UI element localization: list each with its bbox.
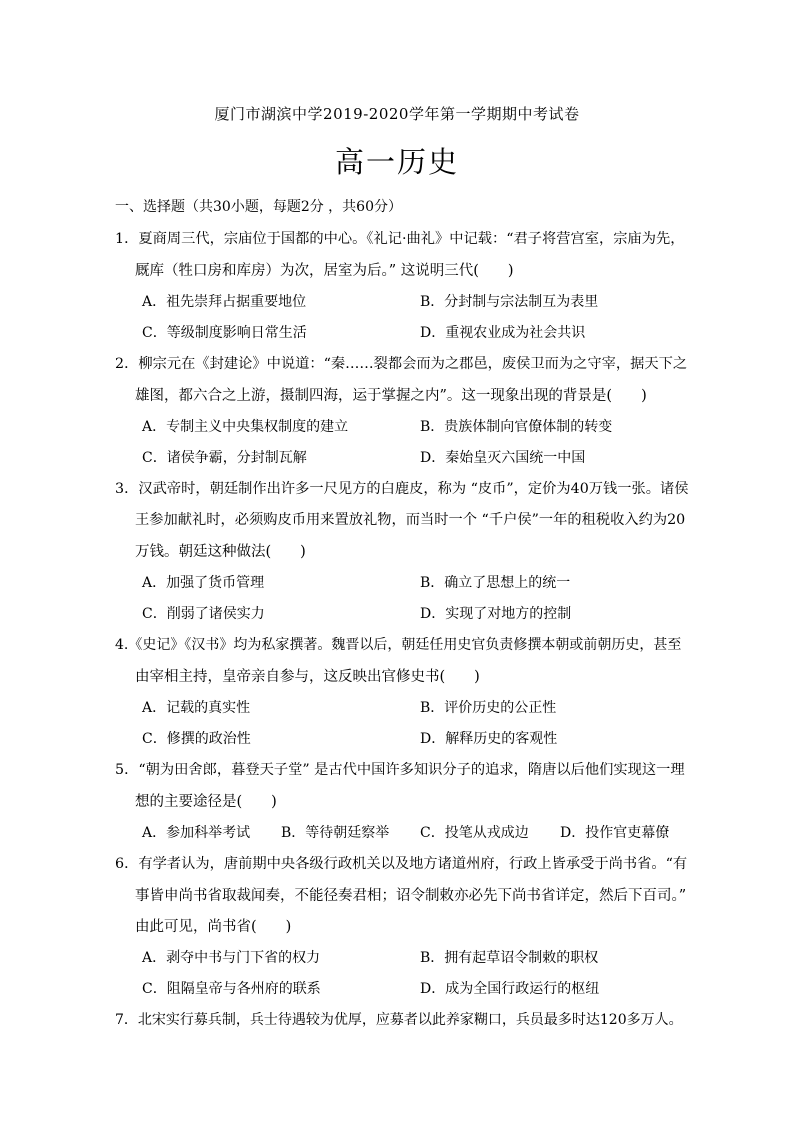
question-2-option-d: D．秦始皇灭六国统一中国 — [420, 450, 586, 466]
question-5-option-c: C．投笔从戎成边 — [420, 825, 529, 841]
question-2-line-2: 雄图，都六合之上游，摄制四海，运于掌握之内”。这一现象出现的背景是( ) — [135, 388, 647, 404]
page-title: 高一历史 — [334, 145, 459, 179]
question-5-option-d: D．投作官吏幕僚 — [560, 825, 670, 841]
question-1-option-c: C．等级制度影响日常生活 — [142, 325, 307, 341]
question-6-line-2: 事皆申尚书省取裁闻奏，不能径奏君相；诏令制敕亦必先下尚书省详定，然后下百司。” — [135, 888, 687, 904]
question-3-option-b: B．确立了思想上的统一 — [420, 575, 571, 591]
question-3-line-2: 王参加献礼时，必须购皮币用来置放礼物，而当时一个 “千户侯”一年的租税收入约为20 — [135, 512, 686, 528]
question-6-line-3: 由此可见，尚书省( ) — [135, 919, 292, 935]
question-4-option-c: C．修撰的政治性 — [142, 731, 251, 747]
question-6-option-a: A．剥夺中书与门下省的权力 — [142, 950, 321, 966]
question-5-option-b: B．等待朝廷察举 — [281, 825, 390, 841]
question-7-line-1: 7．北宋实行募兵制，兵士待遇较为优厚，应募者以此养家糊口，兵员最多时达120多万人。 — [115, 1012, 683, 1028]
question-6-option-b: B．拥有起草诏令制敕的职权 — [420, 950, 599, 966]
question-4-option-b: B．评价历史的公正性 — [420, 700, 557, 716]
question-1-line-2: 厩库（牲口房和库房）为次，居室为后。” 这说明三代( ) — [135, 263, 514, 279]
question-6-line-1: 6．有学者认为，唐前期中央各级行政机关以及地方诸道州府，行政上皆承受于尚书省。“有 — [115, 856, 688, 872]
question-4-line-2: 由宰相主持，皇帝亲自参与，这反映出官修史书( ) — [135, 669, 480, 685]
question-6-option-d: D．成为全国行政运行的枢纽 — [420, 981, 600, 997]
question-3-option-a: A．加强了货币管理 — [142, 575, 265, 591]
question-3-option-d: D．实现了对地方的控制 — [420, 606, 572, 622]
question-5-line-2: 想的主要途径是( ) — [135, 794, 277, 810]
question-3-line-1: 3．汉武帝时，朝廷制作出许多一尺见方的白鹿皮，称为 “皮币”，定价为40万钱一张。诸侯 — [115, 481, 689, 497]
question-4-option-a: A．记载的真实性 — [142, 700, 251, 716]
question-4-line-1: 4.《史记》《汉书》均为私家撰著。魏晋以后，朝廷任用史官负责修撰本朝或前朝历史，甚至 — [115, 637, 682, 653]
exam-header: 厦门市湖滨中学2019-2020学年第一学期期中考试卷 — [214, 105, 580, 123]
question-4-option-d: D．解释历史的客观性 — [420, 731, 558, 747]
question-2-option-b: B．贵族体制向官僚体制的转变 — [420, 419, 613, 435]
question-6-option-c: C．阻隔皇帝与各州府的联系 — [142, 981, 321, 997]
question-2-option-a: A．专制主义中央集权制度的建立 — [142, 419, 349, 435]
question-1-option-b: B．分封制与宗法制互为表里 — [420, 294, 599, 310]
question-3-line-3: 万钱。朝廷这种做法( ) — [135, 544, 306, 560]
question-1-option-d: D．重视农业成为社会共识 — [420, 325, 586, 341]
question-5-line-1: 5．“朝为田舍郎，暮登天子堂” 是古代中国许多知识分子的追求，隋唐以后他们实现这一理 — [115, 762, 685, 778]
question-5-option-a: A．参加科举考试 — [142, 825, 251, 841]
question-2-line-1: 2．柳宗元在《封建论》中说道：“秦……裂都会而为之郡邑，废侯卫而为之守宰，据天下之 — [115, 356, 688, 372]
question-1-option-a: A．祖先崇拜占据重要地位 — [142, 294, 307, 310]
section-heading: 一、选择题（共30小题，每题2分 ，共60分） — [115, 199, 402, 215]
question-2-option-c: C．诸侯争霸，分封制瓦解 — [142, 450, 307, 466]
question-3-option-c: C．削弱了诸侯实力 — [142, 606, 265, 622]
question-1-line-1: 1．夏商周三代，宗庙位于国都的中心。《礼记·曲礼》中记载：“君子将营宫室，宗庙为先， — [115, 231, 685, 247]
